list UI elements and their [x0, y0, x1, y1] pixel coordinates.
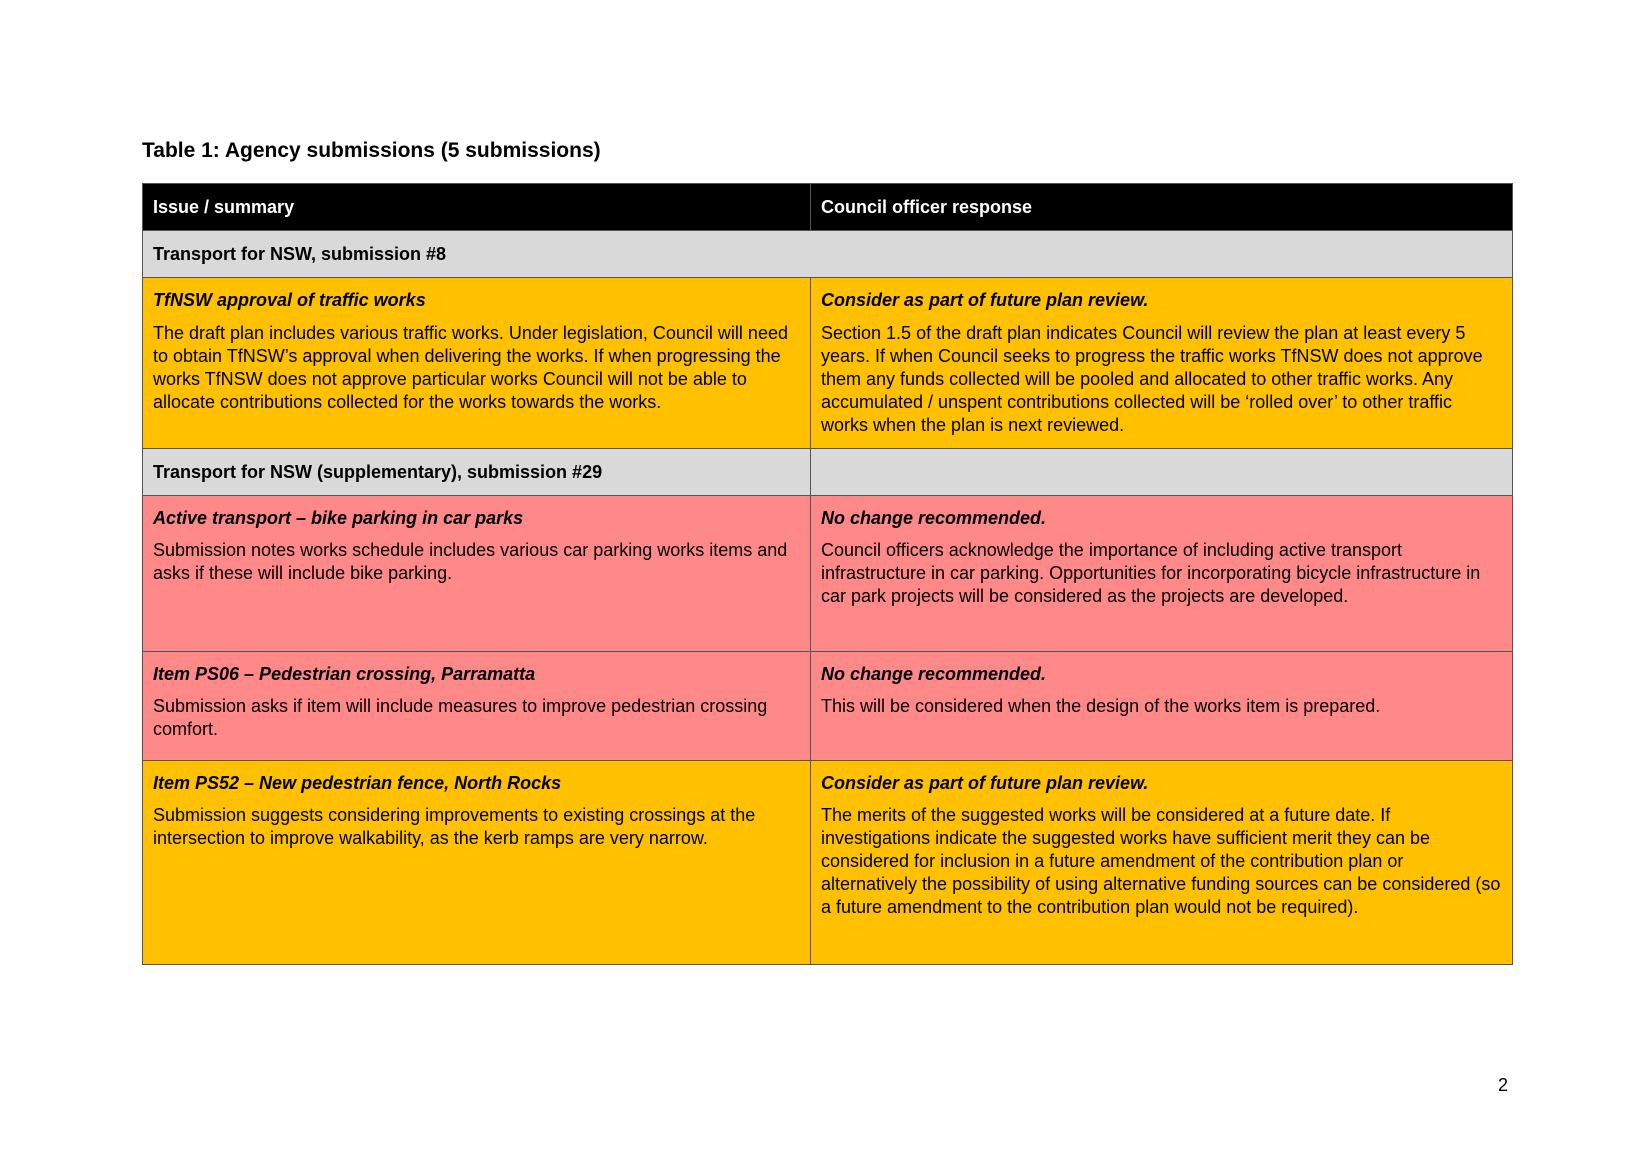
issue-body: The draft plan includes various traffic works. Under legislation, Council will need to obtain TfNSW’s approval when delivering the works. If when progressing the works TfNSW does not approve particular works Council will not be able to allocate contributions collected for the works towards the works. — [153, 323, 788, 412]
issue-cell — [143, 761, 811, 965]
table-row — [143, 278, 1513, 449]
response-cell — [811, 278, 1513, 449]
response-cell — [811, 761, 1513, 965]
issue-title: Item PS06 – Pedestrian crossing, Parramatta — [153, 664, 536, 684]
issue-title: TfNSW approval of traffic works — [153, 290, 426, 310]
issue-cell — [143, 652, 811, 761]
section-row — [143, 231, 1513, 278]
issue-title: Item PS52 – New pedestrian fence, North Rocks — [153, 773, 562, 793]
response-body: This will be considered when the design of the works item is prepared. — [821, 696, 1381, 716]
agency-submissions-table — [142, 183, 1513, 965]
response-title: No change recommended. — [821, 508, 1047, 528]
issue-body: Submission notes works schedule includes various car parking works items and asks if these will include bike parking. — [153, 540, 788, 583]
issue-title: Active transport – bike parking in car parks — [153, 508, 524, 528]
section-label: Transport for NSW (supplementary), submission #29 — [143, 449, 811, 496]
section-empty-cell — [811, 449, 1513, 496]
table-row — [143, 652, 1513, 761]
response-title: No change recommended. — [821, 664, 1047, 684]
response-body: Section 1.5 of the draft plan indicates Council will review the plan at least every 5 years. If when Council seeks to progress the traffic works TfNSW does not approve them any funds collected will be pooled and allocated to other traffic works. Any accumulated / unspent contributions collected will be ‘rolled over’ to other traffic works when the plan is next reviewed. — [821, 323, 1483, 435]
response-title: Consider as part of future plan review. — [821, 290, 1149, 310]
table-row — [143, 496, 1513, 652]
table-row — [143, 761, 1513, 965]
section-label: Transport for NSW, submission #8 — [143, 231, 1513, 278]
header-issue-summary: Issue / summary — [143, 184, 811, 231]
issue-cell — [143, 496, 811, 652]
response-cell — [811, 652, 1513, 761]
table-title: Table 1: Agency submissions (5 submissions) — [142, 139, 601, 162]
response-body: Council officers acknowledge the importance of including active transport infrastructure in car parking. Opportunities for incorporating bicycle infrastructure in car park projects will be considered as the projects are developed. — [821, 540, 1481, 606]
section-row — [143, 449, 1513, 496]
issue-body: Submission asks if item will include measures to improve pedestrian crossing comfort. — [153, 696, 768, 739]
table-header-row — [143, 184, 1513, 231]
page-number: 2 — [1498, 1075, 1509, 1095]
response-title: Consider as part of future plan review. — [821, 773, 1149, 793]
header-council-response: Council officer response — [811, 184, 1513, 231]
response-body: The merits of the suggested works will be considered at a future date. If investigations indicate the suggested works have sufficient merit they can be considered for inclusion in a future amendment of the contribution plan or alternatively the possibility of using alternative funding sources can be considered (so a future amendment to the contribution plan would not be required). — [821, 805, 1501, 917]
issue-cell — [143, 278, 811, 449]
response-cell — [811, 496, 1513, 652]
issue-body: Submission suggests considering improvements to existing crossings at the intersection to improve walkability, as the kerb ramps are very narrow. — [153, 805, 756, 848]
